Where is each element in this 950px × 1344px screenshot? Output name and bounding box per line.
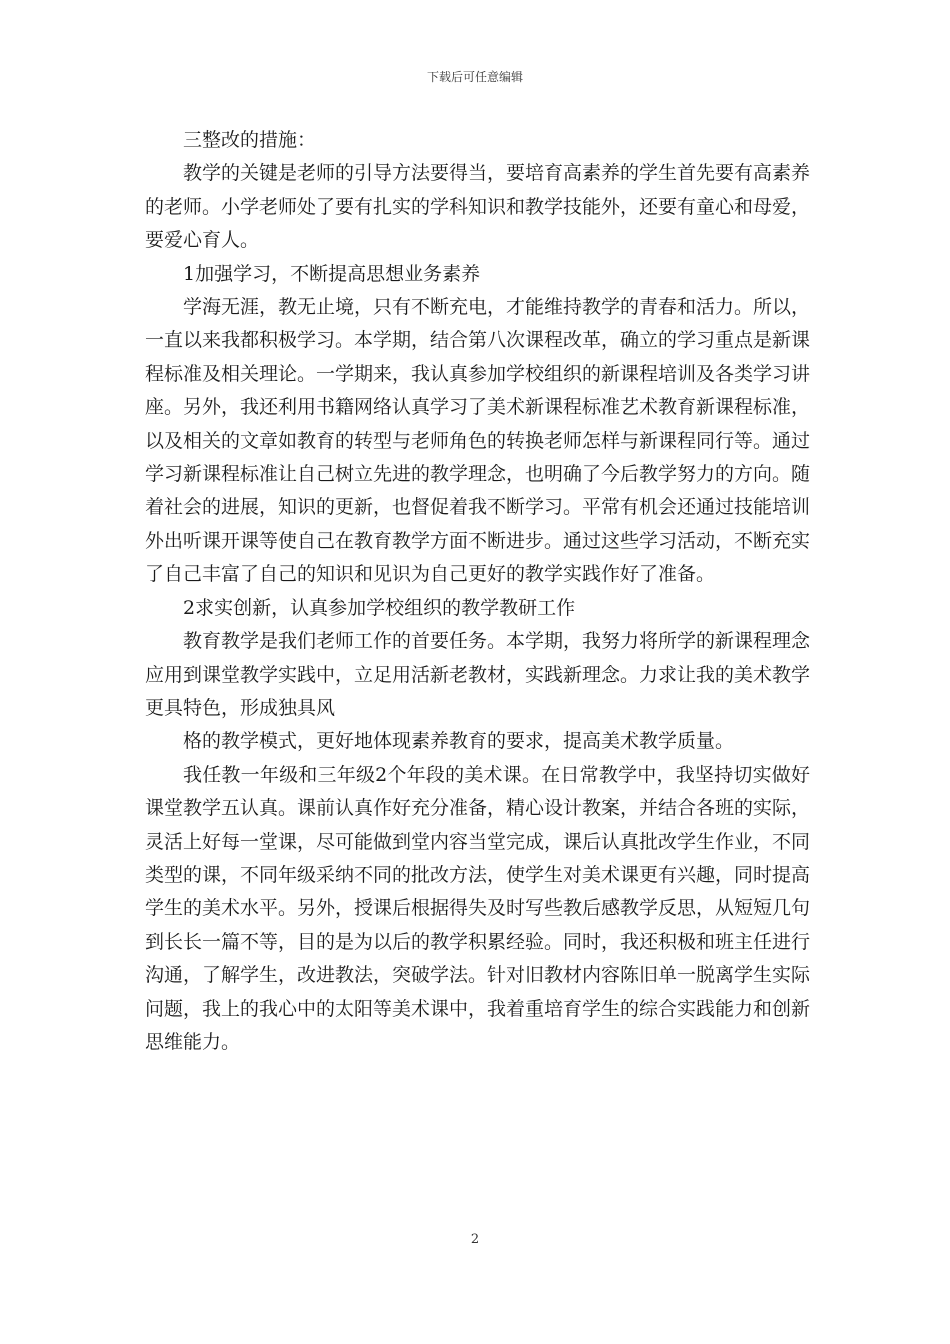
document-body xyxy=(145,124,810,1059)
page-header: 下载后可任意编辑 xyxy=(426,70,523,84)
subheading-innovation: 2求实创新，认真参加学校组织的教学教研工作 xyxy=(183,596,576,619)
paragraph-study: 学海无涯，教无止境，只有不断充电，才能维持教学的青春和活力。所以，一直以来我都积极学习。本学期，结合第八次课程改革，确立的学习重点是新课程标准及相关理论。一学期来，我认真参加学校组织的新课程培训及各类学习讲座。另外，我还利用书籍网络认真学习了美术新课程标准艺术教育新课程标准，以及相关的文章如教育的转型与老师角色的转换老师怎样与新课程同行等。通过学习新课程标准让自己树立先进的教学理念，也明确了今后教学努力的方向。随着社会的进展，知识的更新，也督促着我不断学习。平常有机会还通过技能培训外出听课开课等使自己在教育教学方面不断进步。通过这些学习活动，不断充实了自己丰富了自己的知识和见识为自己更好的教学实践作好了准备。 xyxy=(145,296,811,586)
paragraph-teaching-cont: 格的教学模式，更好地体现素养教育的要求，提高美术教学质量。 xyxy=(183,730,735,753)
page-number: 2 xyxy=(470,1232,480,1247)
subheading-study: 1加强学习，不断提高思想业务素养 xyxy=(183,262,481,285)
paragraph-art-class: 我任教一年级和三年级2个年段的美术课。在日常教学中，我坚持切实做好课堂教学五认真。课前认真作好充分准备，精心设计教案，并结合各班的实际，灵活上好每一堂课，尽可能做到堂内容当堂完成，课后认真批改学生作业，不同类型的课，不同年级采纳不同的批改方法，使学生对美术课更有兴趣，同时提高学生的美术水平。另外，授课后根据得失及时写些教后感教学反思，从短短几句到长长一篇不等，目的是为以后的教学积累经验。同时，我还积极和班主任进行沟通，了解学生，改进教法，突破学法。针对旧教材内容陈旧单一脱离学生实际问题，我上的我心中的太阳等美术课中，我着重培育学生的综合实践能力和创新思维能力。 xyxy=(145,763,811,1053)
section-heading-measures: 三整改的措施： xyxy=(183,129,317,151)
paragraph-intro: 教学的关键是老师的引导方法要得当，要培育高素养的学生首先要有高素养的老师。小学老师处了要有扎实的学科知识和教学技能外，还要有童心和母爱，要爱心育人。 xyxy=(145,162,811,252)
paragraph-teaching: 教育教学是我们老师工作的首要任务。本学期，我努力将所学的新课程理念应用到课堂教学实践中，立足用活新老教材，实践新理念。力求让我的美术教学更具特色，形成独具风 xyxy=(145,630,811,719)
